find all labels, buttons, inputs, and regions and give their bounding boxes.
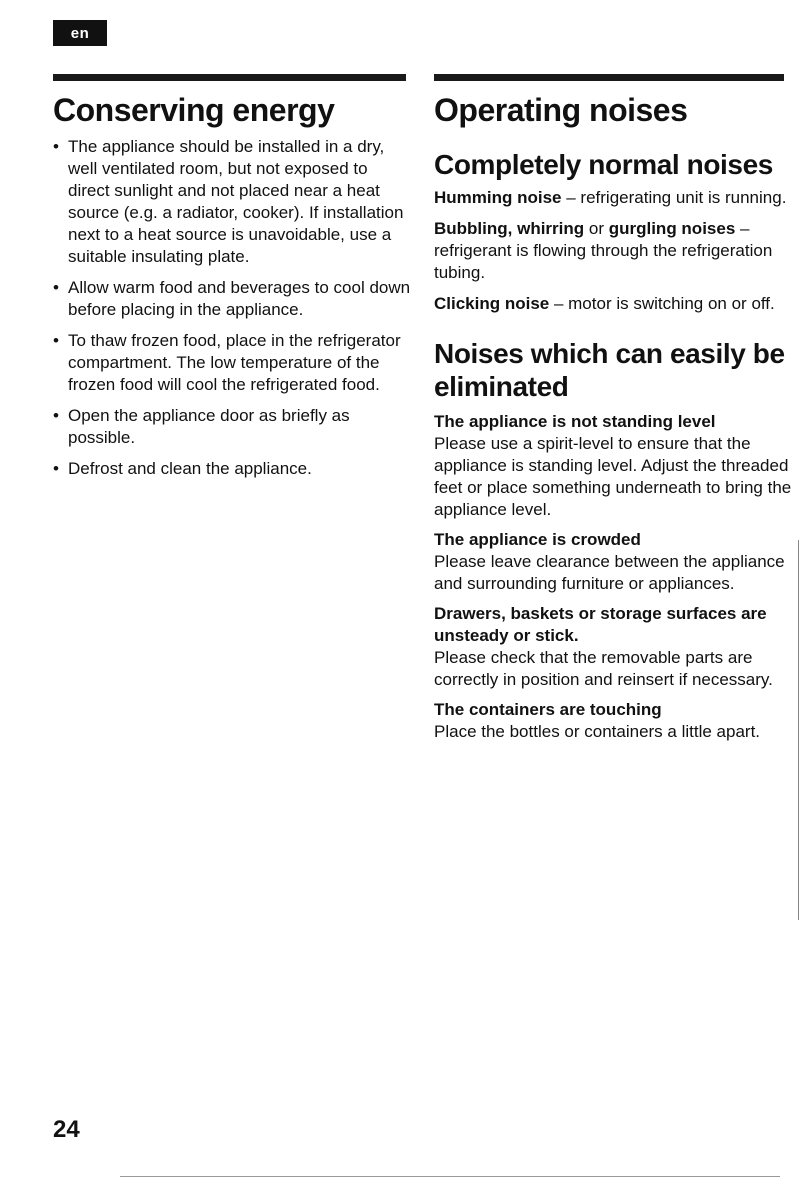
page-number: 24 [53, 1116, 80, 1143]
scan-bottom-line [120, 1176, 780, 1177]
energy-tip: • Defrost and clean the appliance. [53, 459, 312, 478]
remedy-text: Please check that the removable parts are correctly in position and reinsert if necessary. [434, 648, 773, 689]
bullet-icon: • [53, 137, 59, 156]
noise-item: Humming noise – refrigerating unit is running. [434, 188, 787, 207]
energy-tip: • Allow warm food and beverages to cool down before placing in the appliance. [53, 278, 411, 319]
eliminable-noises-list [434, 411, 792, 743]
eliminable-noises-heading: Noises which can easily be eliminated [434, 338, 785, 402]
bullet-icon: • [53, 278, 59, 297]
energy-tips-list [53, 136, 413, 480]
remedy-text: Please leave clearance between the appliance and surrounding furniture or appliances. [434, 552, 785, 593]
normal-noises-heading: Completely normal noises [434, 149, 773, 180]
left-heading-rule [53, 74, 406, 81]
noise-item: Clicking noise – motor is switching on or off. [434, 294, 775, 313]
energy-tip: • The appliance should be installed in a dry, well ventilated room, but not exposed to direct sunlight and not placed near a heat source (e.g. a radiator, cooker). If installation next to a heat source is unavoidable, use a suitable insulating plate. [53, 137, 404, 266]
bullet-icon: • [53, 331, 59, 350]
remedy-text: Please use a spirit-level to ensure that the appliance is standing level. Adjust the threaded feet or place something underneath to bring the appliance level. [434, 434, 792, 519]
scan-edge-line [798, 540, 799, 920]
conserving-energy-section [53, 90, 413, 489]
bullet-icon: • [53, 406, 59, 425]
remedy-heading: The appliance is not standing level [434, 412, 716, 431]
noise-item: Bubbling, whirring or gurgling noises – refrigerant is flowing through the refrigeration tubing. [434, 219, 773, 282]
remedy-text: Place the bottles or containers a little apart. [434, 722, 761, 741]
remedy-heading: Drawers, baskets or storage surfaces are unsteady or stick. [434, 604, 767, 645]
noise-remedy-item [434, 529, 792, 595]
conserving-energy-title: Conserving energy [53, 92, 335, 128]
remedy-heading: The containers are touching [434, 700, 662, 719]
bullet-icon: • [53, 459, 59, 478]
normal-noises-list [434, 187, 792, 315]
operating-noises-section [434, 90, 792, 751]
noise-remedy-item [434, 699, 792, 743]
energy-tip: • To thaw frozen food, place in the refrigerator compartment. The low temperature of the frozen food will cool the refrigerated food. [53, 331, 401, 394]
language-badge: en [53, 20, 107, 46]
noise-remedy-item [434, 603, 792, 691]
operating-noises-title: Operating noises [434, 92, 688, 128]
remedy-heading: The appliance is crowded [434, 530, 641, 549]
energy-tip: • Open the appliance door as briefly as possible. [53, 406, 350, 447]
noise-remedy-item [434, 411, 792, 521]
right-heading-rule [434, 74, 784, 81]
